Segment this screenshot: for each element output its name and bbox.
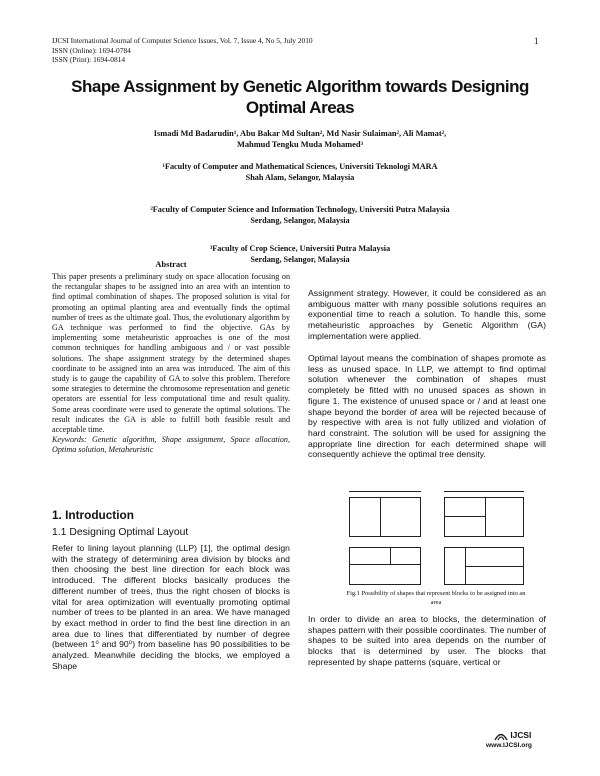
journal-name: IJCSI International Journal of Computer Science Issues, Vol. 7, Issue 4, No 5, July 2010 <box>52 36 313 45</box>
affiliation-line: ¹Faculty of Computer and Mathematical Sciences, Universiti Teknologi MARA <box>162 162 438 171</box>
authors-line-1: Ismadi Md Badarudin¹, Abu Bakar Md Sultan², Md Nasir Sulaiman², Ali Mamat², <box>153 129 447 138</box>
shape-layout-b <box>444 497 524 537</box>
abstract-body <box>52 272 290 456</box>
affiliation-location: Shah Alam, Selangor, Malaysia <box>245 173 355 182</box>
subsection-heading: 1.1 Designing Optimal Layout <box>52 527 189 538</box>
right-paragraph-3: In order to divide an area to blocks, the determination of shapes pattern with their possible coordinates. The number of shapes to be suited into area depends on the number of blocks that is determined by user. The blocks that represented by shape patterns (square, vertical or <box>308 614 546 667</box>
issn-online: ISSN (Online): 1694-0784 <box>52 45 131 55</box>
title-line-1: Shape Assignment by Genetic Algorithm towards Designing <box>71 77 529 96</box>
shape-marker <box>349 491 421 492</box>
ijcsi-logo <box>494 730 531 741</box>
shape-layout-c <box>349 547 421 585</box>
affiliation-line: ²Faculty of Computer Science and Information Technology, Universiti Putra Malaysia <box>150 205 450 214</box>
affiliation-1 <box>60 161 540 183</box>
shape-layout-d <box>444 547 524 585</box>
shape-layout-a <box>349 497 421 537</box>
right-paragraph-1: Assignment strategy. However, it could be considered as an ambiguous matter with many possible solutions requires an exponential time to reach a solution. To handle this, some metaheuristic approaches by Genetic Algorithm (GA) implementation were applied. <box>308 288 546 341</box>
affiliation-line: ³Faculty of Crop Science, Universiti Putra Malaysia <box>209 244 391 253</box>
paper-title <box>40 76 560 118</box>
page-number: 1 <box>534 36 539 46</box>
keywords: Keywords: Genetic algorithm, Shape assignment, Space allocation, Optima solution, Metaheuristic <box>52 435 290 455</box>
abstract-heading: Abstract <box>155 260 187 269</box>
ijcsi-logo-icon <box>494 731 508 741</box>
title-line-2: Optimal Areas <box>245 98 355 117</box>
footer-url: www.IJCSI.org <box>486 742 532 749</box>
logo-text: IJCSI <box>510 730 532 740</box>
abstract-text: This paper presents a preliminary study on space allocation focusing on the rectangular shapes to be assigned into an area with an intention to find optimal combination of shapes. The proposed solution is vital for promoting an optimal planting area and eventually finds the optimal number of trees as the ultimate goal. Thus, the evolutionary algorithm by GA technique was performed to find the objective. GAs by implementing some metaheuristic approaches is one of the most common techniques for handling ambiguous and / or vast possible solutions. The shape assignment strategy by the determined shapes coordinate to be assigned into an area was introduced. The aim of this study is to gauge the capability of GA to solve this problem. Therefore some strategies to determine the chromosome representation and genetic operators are essential for less computational time and result quality. Some areas coordinate were used to generate the optimal solutions. The result indicates the GA is able to fulfill both feasible result and acceptable time. <box>52 272 290 435</box>
affiliation-location: Serdang, Selangor, Malaysia <box>250 255 350 264</box>
right-paragraph-2: Optimal layout means the combination of shapes promote as less as unused space. In LLP, we attempt to find optimal solution whenever the combination of shapes must completely be fitted with no unused spaces as shown in figure 1. The existence of unused space or / and at least one shape beyond the border of area will be rejected because of by respective with area is not fully utilized and violation of hard constraint. The solution will be used for assigning the appropriate line direction for each determined shape will consequently achieve the optimal tree density. <box>308 353 546 460</box>
author-list <box>60 128 540 150</box>
shape-marker <box>444 491 524 492</box>
intro-paragraph: Refer to lining layout planning (LLP) [1], the optimal design with the strategy of determining area division by blocks and then choosing the best line direction for each block was introduced. The different blocks basically produces the different number of trees, thus the right chosen of blocks is vital for area optimization will eventually promoting optimal number of trees to be planted in an area. We have managed by exact method in order to find the best line direction in an area due to lines that differentiated by number of degree (between 1⁰ and 90⁰) from baseline has 90 possibilities to be analyzed. Meanwhile deciding the blocks, we employed a Shape <box>52 543 290 671</box>
journal-header <box>52 36 313 65</box>
figure-caption: Fig.1 Possibility of shapes that represent blocks to be assigned into an area <box>346 590 526 606</box>
issn-print: ISSN (Print): 1694-0814 <box>52 55 126 65</box>
authors-line-2: Mahmud Tengku Muda Mohamed³ <box>236 140 364 149</box>
section-heading-introduction: 1. Introduction <box>52 508 134 522</box>
affiliation-2 <box>60 204 540 226</box>
affiliation-location: Serdang, Selangor, Malaysia <box>250 216 350 225</box>
